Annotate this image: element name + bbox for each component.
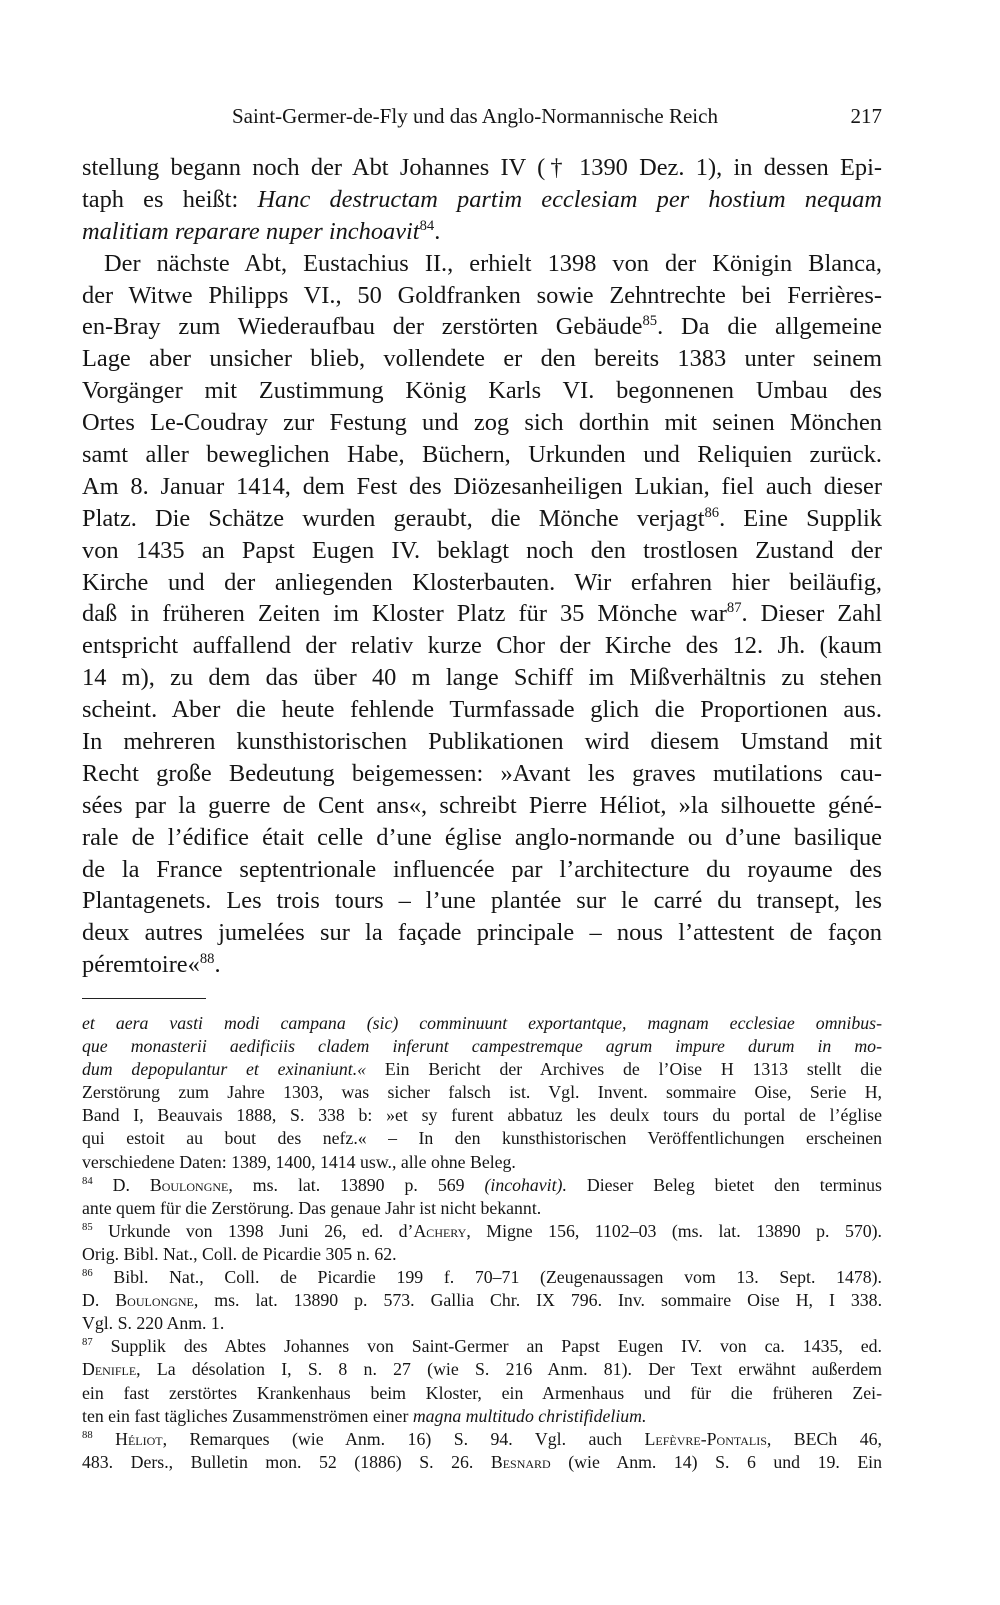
footnote-85 [82,1220,882,1243]
text-line [82,885,882,917]
text-span: Platz. Die Schätze wurden geraubt, die Mönche verjagt [82,504,705,532]
main-text [82,152,882,981]
text-span: (incohavit). [484,1174,567,1195]
footnote-divider [82,998,206,999]
footnote-line [82,1358,882,1381]
text-span: Plantagenets. Les trois tours – l’une plantée sur le carré du transept, les [82,887,882,915]
text-span: . Eine Supplik [719,504,882,532]
text-line [82,184,882,216]
text-line [82,439,882,471]
text-span: , ms. lat. 13890 p. 573. Gallia Chr. IX 796. Inv. sommaire Oise H, I 338. [193,1290,882,1311]
text-line [82,280,882,312]
footnote-line [82,1243,882,1266]
footnote-number: 85 [82,1220,93,1233]
text-span: taph es heißt: [82,185,258,213]
footnote-line [82,1451,882,1474]
footnote-88 [82,1428,882,1451]
text-span: ante quem für die Zerstörung. Das genaue Jahr ist nicht bekannt. [82,1197,542,1218]
text-span: In mehreren kunsthistorischen Publikationen wird diesem Umstand mit [82,728,882,756]
footnote-number: 86 [82,1267,93,1280]
text-line [82,758,882,790]
text-line [82,248,882,280]
text-span: Vgl. S. 220 Anm. 1. [82,1313,225,1334]
text-span: Orig. Bibl. Nat., Coll. de Picardie 305 n. 62. [82,1243,397,1264]
footnote-86 [82,1266,882,1289]
text-line [82,407,882,439]
text-span: verschiedene Daten: 1389, 1400, 1414 usw., alle ohne Beleg. [82,1151,516,1172]
text-span: Bibl. Nat., Coll. de Picardie 199 f. 70–71 (Zeugenaussagen vom 13. Sept. 1478). [92,1267,882,1288]
text-line [82,662,882,694]
footnote-line [82,1035,882,1058]
text-span: péremtoire« [82,951,200,979]
text-line [82,790,882,822]
page-number: 217 [850,104,882,128]
text-span: Ein Bericht der Archives de l’Oise H 1313 stellt die [366,1059,882,1080]
text-span: , La désolation I, S. 8 n. 27 (wie S. 216 Anm. 81). Der Text erwähnt außerdem [136,1359,882,1380]
text-span: . Da die allgemeine [657,313,882,341]
footnote-line [82,1151,882,1174]
text-span: scheint. Aber die heute fehlende Turmfassade glich die Proportionen aus. [82,696,882,724]
text-span: . [214,951,221,979]
text-line [82,311,882,343]
text-line [82,726,882,758]
footnote-line [82,1405,882,1428]
text-span: D. [82,1290,116,1311]
text-span: der Witwe Philipps VI., 50 Goldfranken sowie Zehntrechte bei Ferrières- [82,281,882,309]
text-span: . [434,217,441,245]
footnote-number: 87 [82,1336,93,1349]
text-span: , Remarques (wie Anm. 16) S. 94. Vgl. auch [162,1428,645,1449]
footnote-line [82,1289,882,1312]
text-span: Recht große Bedeutung beigemessen: »Avant les graves mutilations cau- [82,759,882,787]
text-span: sées par la guerre de Cent ans«, schreibt Pierre Héliot, »la silhouette géné- [82,791,882,819]
footnote-87 [82,1335,882,1358]
text-line [82,567,882,599]
author-name: Héliot [92,1428,163,1449]
text-span: Ortes Le-Coudray zur Festung und zog sich dorthin mit seinen Mönchen [82,409,882,437]
text-line [82,917,882,949]
footnote-line [82,1197,882,1220]
text-span: deux autres jumelées sur la façade principale – nous l’attestent de façon [82,919,882,947]
text-span: 483. Ders., Bulletin mon. 52 (1886) S. 26. [82,1451,491,1472]
author-name: Boulongne [115,1290,194,1311]
footnote-line [82,1081,882,1104]
footnote-line [82,1382,882,1405]
text-span: ten ein fast tägliches Zusammenströmen einer [82,1405,413,1426]
text-span: dum depopulantur et exinaniunt.« [82,1059,367,1080]
text-span: Am 8. Januar 1414, dem Fest des Diözesanheiligen Lukian, fiel auch dieser [82,472,882,500]
author-name: Boulongne [149,1174,229,1195]
text-line [82,471,882,503]
text-span: en-Bray zum Wiederaufbau der zerstörten Gebäude [82,313,643,341]
footnote-ref: 87 [726,600,742,617]
page-header [232,100,882,132]
text-span: ein fast zerstörtes Krankenhaus beim Kloster, ein Armenhaus und für die früheren Zei- [82,1382,882,1403]
footnote-line [82,1058,882,1081]
text-span: magna multitudo christifidelium. [412,1405,647,1426]
text-span: de la France septentrionale influencée par l’architecture du royaume des [82,855,882,883]
footnote-line [82,1127,882,1150]
running-title: Saint-Germer-de-Fly und das Anglo-Normannische Reich [232,104,718,128]
text-span: . Dieser Zahl [741,600,882,628]
footnote-line [82,1312,882,1335]
author-name: Denifle [82,1359,137,1380]
author-name: Besnard [490,1451,551,1472]
text-span: Supplik des Abtes Johannes von Saint-Germer an Papst Eugen IV. von ca. 1435, ed. [92,1336,882,1357]
text-line [82,503,882,535]
text-span: (wie Anm. 14) S. 6 und 19. Ein [550,1451,882,1472]
footnotes [82,1012,882,1474]
latin-quote: malitiam reparare nuper inchoavit [82,217,420,245]
text-span: Dieser Beleg bietet den terminus [566,1174,882,1195]
text-span: , ms. lat. 13890 p. 569 [228,1174,485,1195]
text-span: que monasterii aedificiis cladem inferunt campestremque agrum impure durum in mo- [82,1036,882,1057]
footnote-ref: 86 [704,504,720,521]
text-span: daß in früheren Zeiten im Kloster Platz für 35 Mönche war [82,600,727,628]
author-name: Achery [413,1220,467,1241]
text-span: von 1435 an Papst Eugen IV. beklagt noch den trostlosen Zustand der [82,536,882,564]
text-span: Vorgänger mit Zustimmung König Karls VI. begonnenen Umbau des [82,377,882,405]
text-line [82,598,882,630]
text-span: Der nächste Abt, Eustachius II., erhielt 1398 von der Königin Blanca, [104,249,882,277]
text-span: samt aller beweglichen Habe, Büchern, Urkunden und Reliquien zurück. [82,441,882,469]
text-span: Kirche und der anliegenden Klosterbauten. Wir erfahren hier beiläufig, [82,568,882,596]
text-span: qui estoit au bout des nefz.« – In den kunsthistorischen Veröffentlichungen erscheinen [82,1128,882,1149]
footnote-line [82,1104,882,1127]
text-line [82,694,882,726]
text-line [82,854,882,886]
text-span: 14 m), zu dem das über 40 m lange Schiff im Mißverhältnis zu stehen [82,664,882,692]
text-span: , BECh 46, [766,1428,882,1449]
author-name: Lefèvre-Pontalis [644,1428,767,1449]
text-line [82,375,882,407]
text-line [82,152,882,184]
text-line [82,630,882,662]
text-span: D. [92,1174,150,1195]
text-span: Zerstörung zum Jahre 1303, was sicher falsch ist. Vgl. Invent. sommaire Oise, Serie H, [82,1082,882,1103]
footnote-line [82,1012,882,1035]
footnote-ref: 84 [419,217,435,234]
text-span: , Migne 156, 1102–03 (ms. lat. 13890 p. 570). [466,1220,882,1241]
footnote-ref: 85 [642,313,658,330]
text-line [82,949,882,981]
text-span: stellung begann noch der Abt Johannes IV († 1390 Dez. 1), in dessen Epi- [82,154,882,181]
text-span: Lage aber unsicher blieb, vollendete er den bereits 1383 unter seinem [82,345,882,373]
text-line [82,216,882,248]
text-span: Urkunde von 1398 Juni 26, ed. d’ [92,1220,414,1241]
text-span: rale de l’édifice était celle d’une église anglo-normande ou d’une basilique [82,823,882,851]
text-span: entspricht auffallend der relativ kurze Chor der Kirche des 12. Jh. (kaum [82,632,882,660]
footnote-ref: 88 [199,951,215,968]
footnote-84 [82,1174,882,1197]
text-line [82,535,882,567]
text-line [82,343,882,375]
footnote-number: 84 [82,1174,93,1187]
latin-quote: Hanc destructam partim ecclesiam per hostium nequam [257,185,882,213]
text-span: et aera vasti modi campana (sic) comminuunt exportantque, magnam ecclesiae omnibus- [82,1013,882,1033]
text-line [82,822,882,854]
text-span: Band I, Beauvais 1888, S. 338 b: »et sy furent abbatuz les deulx tours du portal de l’église [82,1105,882,1126]
footnote-number: 88 [82,1428,93,1441]
